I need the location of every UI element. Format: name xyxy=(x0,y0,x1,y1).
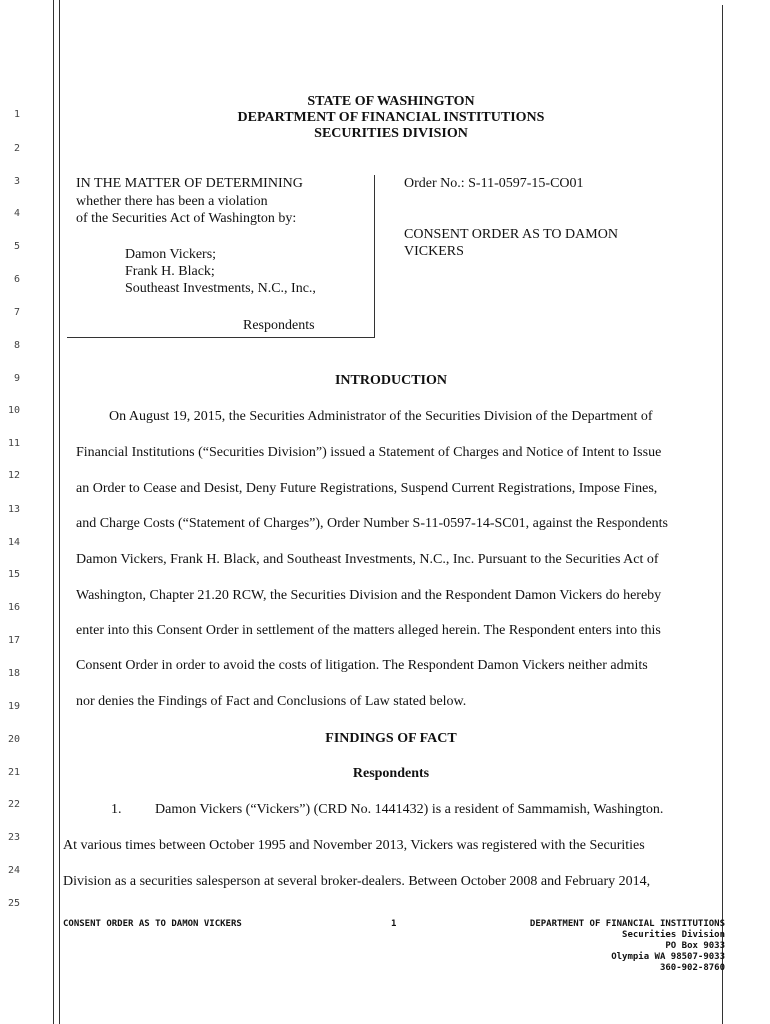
line-number: 13 xyxy=(7,504,20,515)
line-number: 14 xyxy=(7,537,20,548)
line-number: 5 xyxy=(13,241,20,252)
intro-line: enter into this Consent Order in settlement of the matters alleged herein. The Respondent enters into this xyxy=(76,623,661,638)
caption-respondent-2: Frank H. Black; xyxy=(125,264,215,279)
line-number: 21 xyxy=(7,767,20,778)
footer-phone: 360-902-8760 xyxy=(659,963,725,973)
findings-heading: FINDINGS OF FACT xyxy=(325,731,457,746)
line-number: 18 xyxy=(7,668,20,679)
introduction-heading: INTRODUCTION xyxy=(334,373,447,388)
line-number: 12 xyxy=(7,470,20,481)
footer-division: Securities Division xyxy=(622,930,725,940)
line-number: 2 xyxy=(13,143,20,154)
line-number: 17 xyxy=(7,635,20,646)
line-number: 1 xyxy=(13,109,20,120)
footer-pobox: PO Box 9033 xyxy=(665,941,725,951)
caption-matter-line3: of the Securities Act of Washington by: xyxy=(76,211,297,226)
order-title-line1: CONSENT ORDER AS TO DAMON xyxy=(404,227,618,242)
line-number: 9 xyxy=(13,373,20,384)
caption-matter-line1: IN THE MATTER OF DETERMINING xyxy=(76,176,303,191)
findings-line: Division as a securities salesperson at several broker-dealers. Between October 2008 and February 2014, xyxy=(63,874,651,889)
footer-agency: DEPARTMENT OF FINANCIAL INSTITUTIONS xyxy=(529,919,725,929)
footer-city: Olympia WA 98507-9033 xyxy=(611,952,725,962)
paragraph-number: 1. xyxy=(111,802,122,817)
line-number: 25 xyxy=(7,898,20,909)
intro-line: On August 19, 2015, the Securities Administrator of the Securities Division of the Department of xyxy=(109,409,653,424)
line-number: 20 xyxy=(7,734,20,745)
caption-vertical-divider xyxy=(374,175,375,337)
line-number: 19 xyxy=(7,701,20,712)
caption-matter-line2: whether there has been a violation xyxy=(76,194,268,209)
findings-subheading: Respondents xyxy=(352,766,430,781)
caption-respondent-1: Damon Vickers; xyxy=(125,247,217,262)
line-number: 8 xyxy=(13,340,20,351)
line-number: 3 xyxy=(13,176,20,187)
order-number: Order No.: S-11-0597-15-CO01 xyxy=(404,176,584,191)
left-margin-rule-outer xyxy=(53,0,54,1024)
order-title-line2: VICKERS xyxy=(404,244,464,259)
line-number: 23 xyxy=(7,832,20,843)
caption-respondent-3: Southeast Investments, N.C., Inc., xyxy=(125,281,316,296)
line-number: 11 xyxy=(7,438,20,449)
line-number: 7 xyxy=(13,307,20,318)
intro-line: an Order to Cease and Desist, Deny Future Registrations, Suspend Current Registrations, Impose Fines, xyxy=(76,481,658,496)
line-number: 4 xyxy=(13,208,20,219)
intro-line: Damon Vickers, Frank H. Black, and Southeast Investments, N.C., Inc. Pursuant to the Securities Act of xyxy=(76,552,659,567)
line-number: 24 xyxy=(7,865,20,876)
caption-respondents-label: Respondents xyxy=(243,318,315,333)
left-margin-rule-inner xyxy=(59,0,60,1024)
intro-line: Consent Order in order to avoid the costs of litigation. The Respondent Damon Vickers neither admits xyxy=(76,658,648,673)
line-number: 16 xyxy=(7,602,20,613)
findings-line: Damon Vickers (“Vickers”) (CRD No. 1441432) is a resident of Sammamish, Washington. xyxy=(155,802,664,817)
line-number: 15 xyxy=(7,569,20,580)
header-department: DEPARTMENT OF FINANCIAL INSTITUTIONS xyxy=(237,110,545,125)
line-number: 6 xyxy=(13,274,20,285)
header-state: STATE OF WASHINGTON xyxy=(307,94,475,109)
line-number: 22 xyxy=(7,799,20,810)
header-division: SECURITIES DIVISION xyxy=(314,126,468,141)
intro-line: Washington, Chapter 21.20 RCW, the Securities Division and the Respondent Damon Vickers do hereby xyxy=(76,588,662,603)
intro-line: Financial Institutions (“Securities Division”) issued a Statement of Charges and Notice of Intent to Issue xyxy=(76,445,662,460)
intro-line: and Charge Costs (“Statement of Charges”), Order Number S-11-0597-14-SC01, against the Respondents xyxy=(76,516,668,531)
footer-page-number: 1 xyxy=(391,919,397,929)
intro-line: nor denies the Findings of Fact and Conclusions of Law stated below. xyxy=(76,694,467,709)
footer-title: CONSENT ORDER AS TO DAMON VICKERS xyxy=(63,919,242,929)
findings-line: At various times between October 1995 and November 2013, Vickers was registered with the Securities xyxy=(63,838,645,853)
right-margin-rule xyxy=(722,5,723,1024)
line-number: 10 xyxy=(7,405,20,416)
caption-bottom-rule xyxy=(67,337,375,338)
